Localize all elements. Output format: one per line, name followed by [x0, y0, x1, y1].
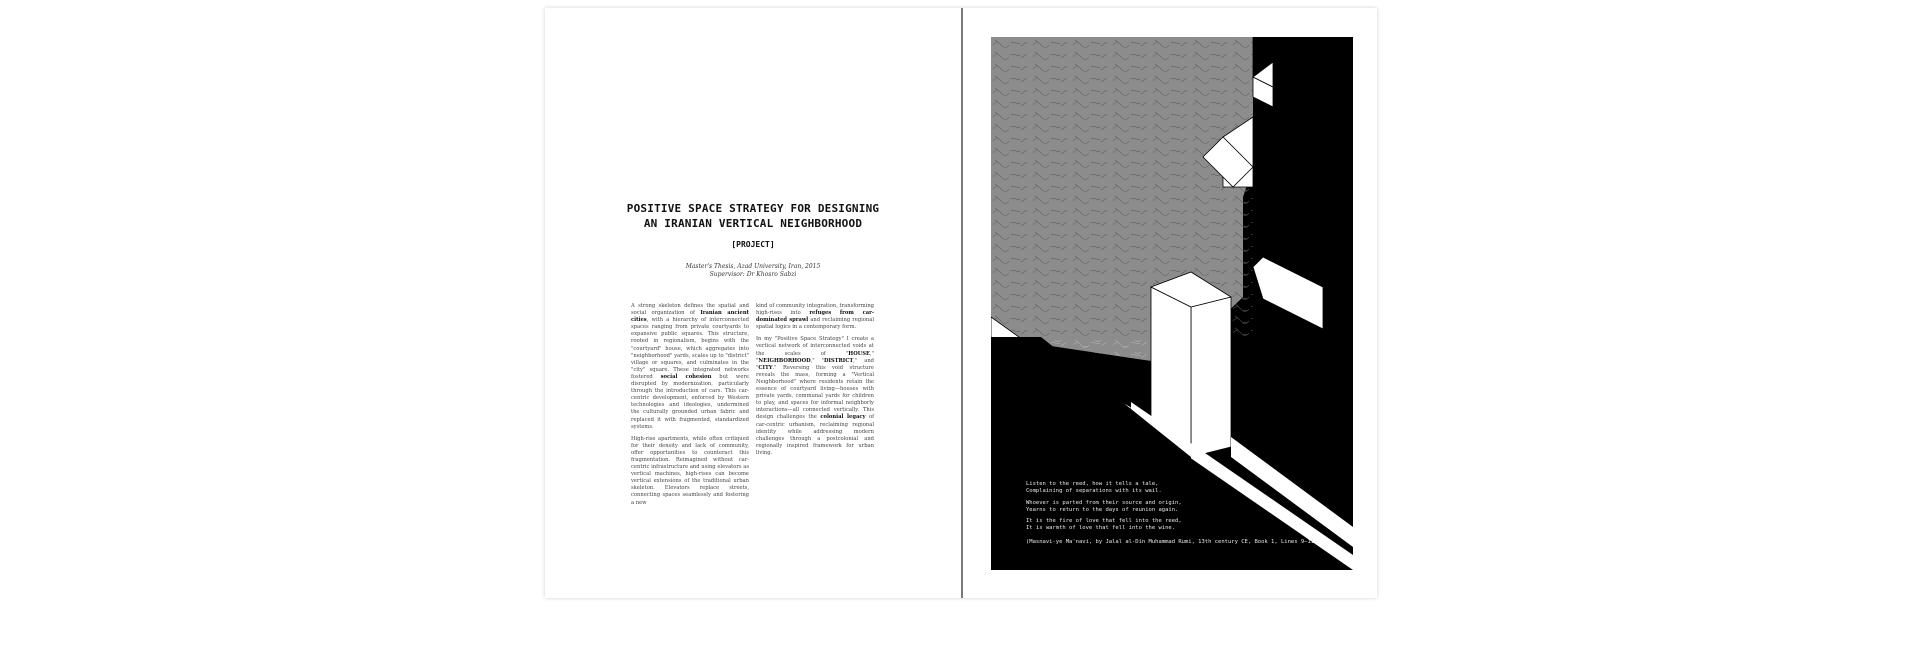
paragraph — [756, 303, 874, 331]
bold-term: NEIGHBORHOOD — [758, 357, 811, 364]
project-tag: [PROJECT] — [731, 240, 775, 249]
bold-term: refuges from car-dominated sprawl — [756, 310, 874, 324]
left-page — [545, 8, 961, 598]
bold-term: colonial legacy — [820, 414, 866, 421]
artwork-panel — [991, 37, 1353, 570]
text-run: but were disrupted by modernization, particularly through the introduction of cars. This car-centric development, enforced by Western technologies and ideologies, undermined the culturally grounded urban fabric and replaced it with fragmented, standardized systems. — [631, 373, 749, 430]
thesis-info: Master's Thesis, Azad University, Iran, 2015 — [685, 263, 821, 270]
text-run: kind of community integration, transforming high-rises into — [756, 303, 874, 317]
bold-term: social cohesion — [660, 373, 712, 380]
text-run: ," " — [756, 350, 874, 364]
book-spread — [545, 8, 1377, 598]
text-run: ." Reversing this void structure reveals the mass, forming a "Vertical Neighborhood" where residents retain the essence of courtyard living—houses with private yards, communal yards for children to play, and spaces for informal neighborly interactions—all connected vertically. This design challenges the — [756, 364, 874, 421]
body-column-2 — [756, 303, 874, 462]
poem-block — [1026, 481, 1326, 550]
poem-line: Listen to the reed, how it tells a tale, — [1026, 481, 1159, 487]
poem-line: Yearns to return to the days of reunion again. — [1026, 506, 1179, 513]
bold-term: HOUSE — [848, 350, 870, 357]
poem-line: It is warmth of love that fell into the wine. — [1026, 525, 1176, 532]
poem-stanza — [1026, 481, 1326, 496]
paragraph: High-rise apartments, while often critiqued for their density and lack of community, offer opportunities to counteract this fragmentation. Reimagined without car-centric infrastructure and using elevators as vertical machines, high-rises can become vertical extensions of the traditional urban skeleton. Elevators replace streets, connecting spaces seamlessly and fostering a new — [631, 435, 749, 506]
paragraph — [756, 336, 874, 457]
text-run: In my "Positive Space Strategy" I create a vertical network of interconnected voids at the scales of " — [756, 336, 874, 357]
poem-line: Whoever is parted from their source and origin, — [1026, 499, 1182, 506]
text-run: A strong skeleton defines the spatial and social organization of — [631, 303, 749, 317]
title-line-1: POSITIVE SPACE STRATEGY FOR DESIGNING — [626, 202, 880, 215]
text-run: and reclaiming regional spatial logics in a contemporary form. — [756, 317, 874, 331]
text-run: ," and " — [756, 357, 874, 371]
text-run: , with a hierarchy of interconnected spaces ranging from private courtyards to expansive public squares. This structure, rooted in regionalism, begins with the "courtyard" house, which aggregates into "neighborhood" yards, scales up to "district" village or squares, and culminates in the "city" square. These integrated networks fostered — [631, 317, 749, 380]
text-run: of car-centric urbanism, reclaiming regional identity while addressing modern challenges through a postcolonial and regionally inspired framework for urban living. — [756, 414, 874, 456]
body-column-1 — [631, 303, 749, 512]
poem-stanza — [1026, 518, 1326, 533]
bold-term: DISTRICT — [823, 357, 854, 364]
title-line-2: AN IRANIAN VERTICAL NEIGHBORHOOD — [643, 217, 863, 230]
text-run: ," " — [810, 357, 824, 364]
bold-term: Iranian ancient cities — [631, 310, 749, 324]
poem-line: Complaining of separations with its wail. — [1026, 488, 1162, 495]
poem-citation: (Masnavi-ye Ma'navi, by Jalal al-Din Muhammad Rumi, 13th century CE, Book 1, Lines 9–11) — [1026, 538, 1318, 545]
thesis-meta — [585, 263, 921, 279]
poem-stanza — [1026, 500, 1326, 515]
right-page — [963, 8, 1377, 598]
bold-term: CITY — [758, 364, 773, 371]
supervisor-info: Supervisor: Dr Khosro Sabzi — [709, 271, 797, 278]
page-title — [585, 201, 921, 231]
poem-line: It is the fire of love that fell into the reed, — [1026, 518, 1182, 525]
paragraph — [631, 303, 749, 431]
